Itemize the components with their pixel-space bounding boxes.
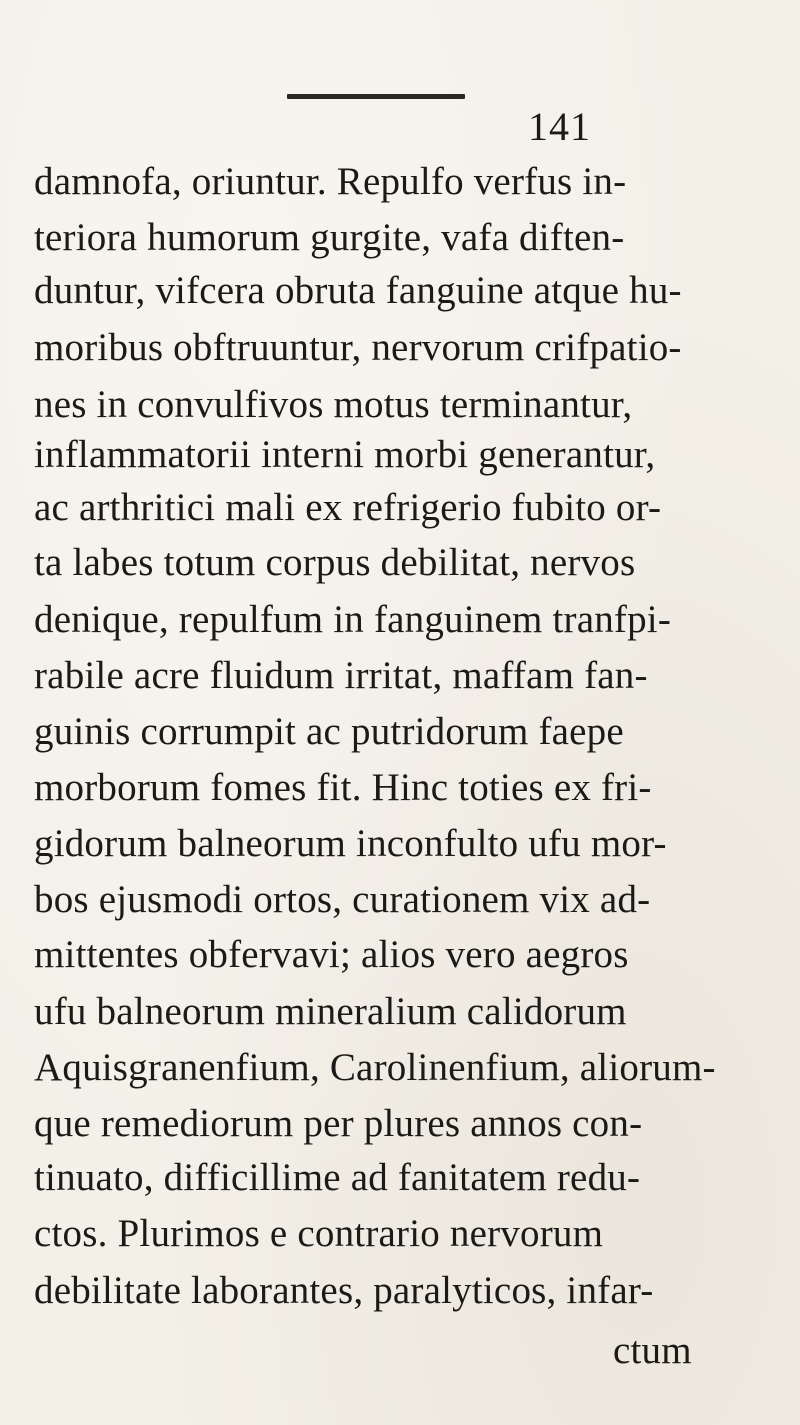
text-line: mittentes obfervavi; alios vero aegros: [34, 933, 629, 976]
text-line: inflammatorii interni morbi generantur,: [34, 433, 656, 476]
text-line: ctos. Plurimos e contrario nervorum: [34, 1212, 604, 1255]
text-line: Aquisgranenfium, Carolinenfium, aliorum-: [34, 1046, 716, 1089]
catchword: ctum: [613, 1329, 692, 1372]
text-line: damnofa, oriuntur. Repulfo verfus in-: [34, 160, 627, 203]
text-line: ta labes totum corpus debilitat, nervos: [34, 541, 636, 584]
text-line: tinuato, difficillime ad fanitatem redu-: [34, 1156, 641, 1199]
text-line: rabile acre fluidum irritat, maffam fan-: [34, 654, 648, 697]
text-line: duntur, vifcera obruta fanguine atque hu-: [34, 269, 682, 312]
text-line: ac arthritici mali ex refrigerio fubito or-: [34, 486, 662, 529]
text-line: bos ejusmodi ortos, curationem vix ad-: [34, 878, 651, 921]
header-rule: [287, 94, 465, 99]
text-line: que remediorum per plures annos con-: [34, 1102, 643, 1145]
text-line: moribus obftruuntur, nervorum crifpatio-: [34, 326, 682, 369]
text-line: debilitate laborantes, paralyticos, infar-: [34, 1269, 654, 1312]
text-line: guinis corrumpit ac putridorum faepe: [34, 710, 624, 753]
page-number: 141: [528, 104, 591, 149]
text-line: morborum fomes fit. Hinc toties ex fri-: [34, 766, 652, 809]
text-line: ufu balneorum mineralium calidorum: [34, 990, 627, 1033]
text-line: denique, repulfum in fanguinem tranfpi-: [34, 598, 672, 641]
text-line: nes in convulfivos motus terminantur,: [34, 383, 633, 426]
text-line: teriora humorum gurgite, vafa diften-: [34, 216, 625, 259]
text-line: gidorum balneorum inconfulto ufu mor-: [34, 822, 667, 865]
